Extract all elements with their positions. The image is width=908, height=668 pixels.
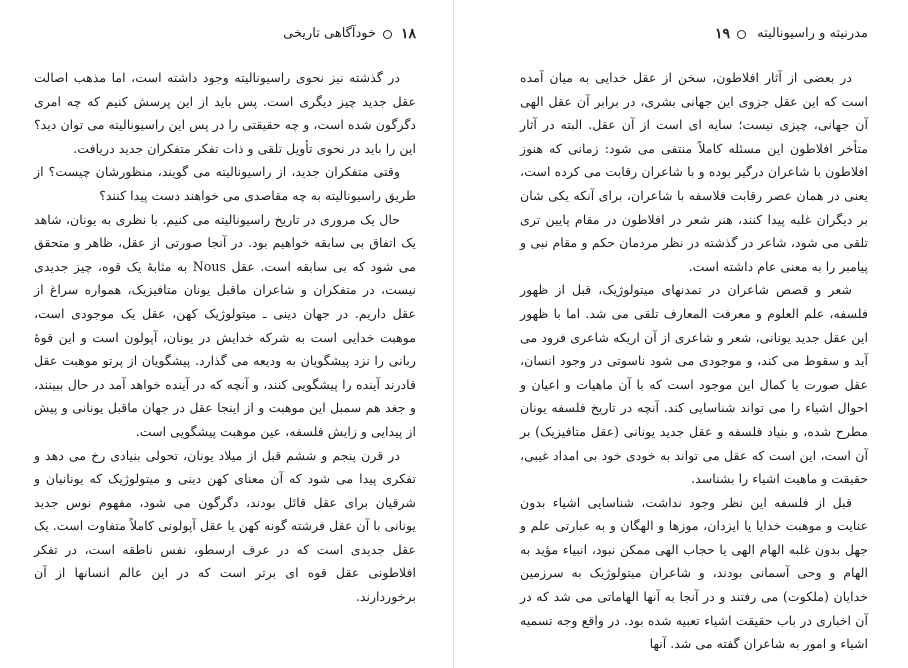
paragraph: در قرن پنجم و ششم قبل از میلاد یونان، تحولی بنیادی رخ می دهد و تفکری پیدا می شود که آن معنای کهن دینی و میتولوژیک که یونانیان و شرقیان برای عقل قائل بودند، دگرگون می شود، مفهوم نوس جدید یونانی با آن عقل فرشته گونه کهن یا عقل آپولونی کاملاً متفاوت است. یک عقل جدیدی است که در عرف ارسطو، نفس ناطقه است، در تفکر افلاطونی عقل قوه ای برتر است که در این عالم انسانها از آن برخوردارند. (34, 447, 416, 605)
right-page (520, 0, 868, 668)
left-page-body (34, 66, 416, 609)
left-page (34, 0, 416, 668)
paragraph: در گذشته نیز نحوی راسیونالیته وجود داشته است، اما مذهب اصالت عقل جدید چیز دیگری است. پس باید از این پرسش کنیم که چه امری دگرگون شده است، و چه حقیقتی را در پس این راسیونالیته می توان دید؟ این را باید در نحوی تأویل تلقی و ذات تفکر متفکران جدید دریافت. (34, 70, 416, 156)
circle-ornament-icon (737, 30, 746, 39)
right-page-number: ۱۹ (714, 26, 730, 42)
right-page-header (520, 26, 868, 46)
left-page-number: ۱۸ (400, 26, 416, 42)
left-page-header (34, 26, 416, 46)
right-page-body (520, 66, 868, 656)
paragraph: شعر و قصص شاعران در تمدنهای میتولوژیک، قبل از ظهور فلسفه، علم العلوم و معرفت المعارف تلقی می شد. اما با ظهور این عقل جدید یونانی، شعر و شاعری از آن اریکه شاعری فرود می آید و سقوط می کند، و موجودی می شود ناسوتی در وجود انسان، عقل صورت یا کمال این موجود است که با آن ماهیات و اعیان و احوال اشیاء را می تواند شناسایی کند. آنچه در تاریخ فلسفه یونان مطرح شده، و بنیاد فلسفه و عقل جدید یونانی (عقل متافیزیک) بر آن است، این است که عقل می تواند به خودی خود بی امداد غیبی، حقیقت و ماهیت اشیاء را بشناسد. (520, 282, 869, 487)
paragraph: حال یک مروری در تاریخ راسیونالیته می کنیم. با نظری به یونان، شاهد یک اتفاق بی سابقه خواهیم بود. در آنجا صورتی از عقل، ظاهر و متحقق می شود که بی سابقه است. عقل Nous به مثابهٔ یک قوه، چیز جدیدی نیست، در متفکران و شاعران ماقبل یونان متافیزیک، همواره سراغ از عقل داریم. در جهان دینی ـ میتولوژیک کهن، عقل یک موجودی است، موهبت خدایی است به شرکه خدایش در یونان، آپولون است و این قوهٔ ربانی را نزد پیشگویان به ودیعه می گذارد. پیشگویان از پرتو موهبت عقل قادرند آینده را پیشگویی کنند، و آنچه که در آینده خواهد آمد در حال ببینند، و جغد هم سمبل این موهبت و از اینجا عقل در جهان ماقبل یونانی و پیش از پیدایی و زایش فلسفه، عین موهبت پیشگویی است. (34, 211, 416, 439)
paragraph: قبل از فلسفه این نظر وجود نداشت، شناسایی اشیاء بدون عنایت و موهبت خدایا یا ایزدان، موزها و الهگان و به عبارتی علم و جهل بدون غلبه الهام الهی یا حجاب الهی ممکن نبود، انبیاء مؤید به الهام و وحی آسمانی بودند، و شاعران میتولوژیک به سرزمین خدایان (ملکوت) می رفتند و در آنجا به آنها الهاماتی می شد که در آن اخباری در باب حقیقت اشیاء تعبیه شده بود. در واقع وجه تسمیه اشیاء و امور به شاعران گفته می شد. آنها (520, 494, 868, 652)
right-running-title: مدرنیته و راسیونالیته (757, 26, 868, 41)
page-gutter (453, 0, 454, 668)
circle-ornament-icon (383, 30, 392, 39)
left-running-title: خودآگاهی تاریخی (283, 26, 376, 41)
paragraph: در بعضی از آثار افلاطون، سخن از عقل خدایی به میان آمده است که این عقل جزوی این جهانی بشری، در برابر آن عقل الهی آن جهانی، چیزی نیست؛ سایه ای است از آن عقل. البته در آثار متأخر افلاطون این مسئله کاملاً منتفی می شود: زمانی که هنوز افلاطون با شاعران درگیر بوده و با شاعران رقابت می کرده است، یعنی در همان عصر رقابت فلاسفه با شاعران، برای آنکه یکی شان بر دیگران غلبه پیدا کنند، هنر شعر در افلاطون در مقام پایین تری تلقی می شود، شاعر در گذشته در نظر مردمان حکم و مقام نبی و پیامبر را به معنی عام داشته است. (520, 70, 868, 274)
paragraph: وقتی متفکران جدید، از راسیونالیته می گویند، منظورشان چیست؟ از طریق راسیونالیته به چه مقاصدی می خواهند دست پیدا کنند؟ (34, 164, 416, 203)
